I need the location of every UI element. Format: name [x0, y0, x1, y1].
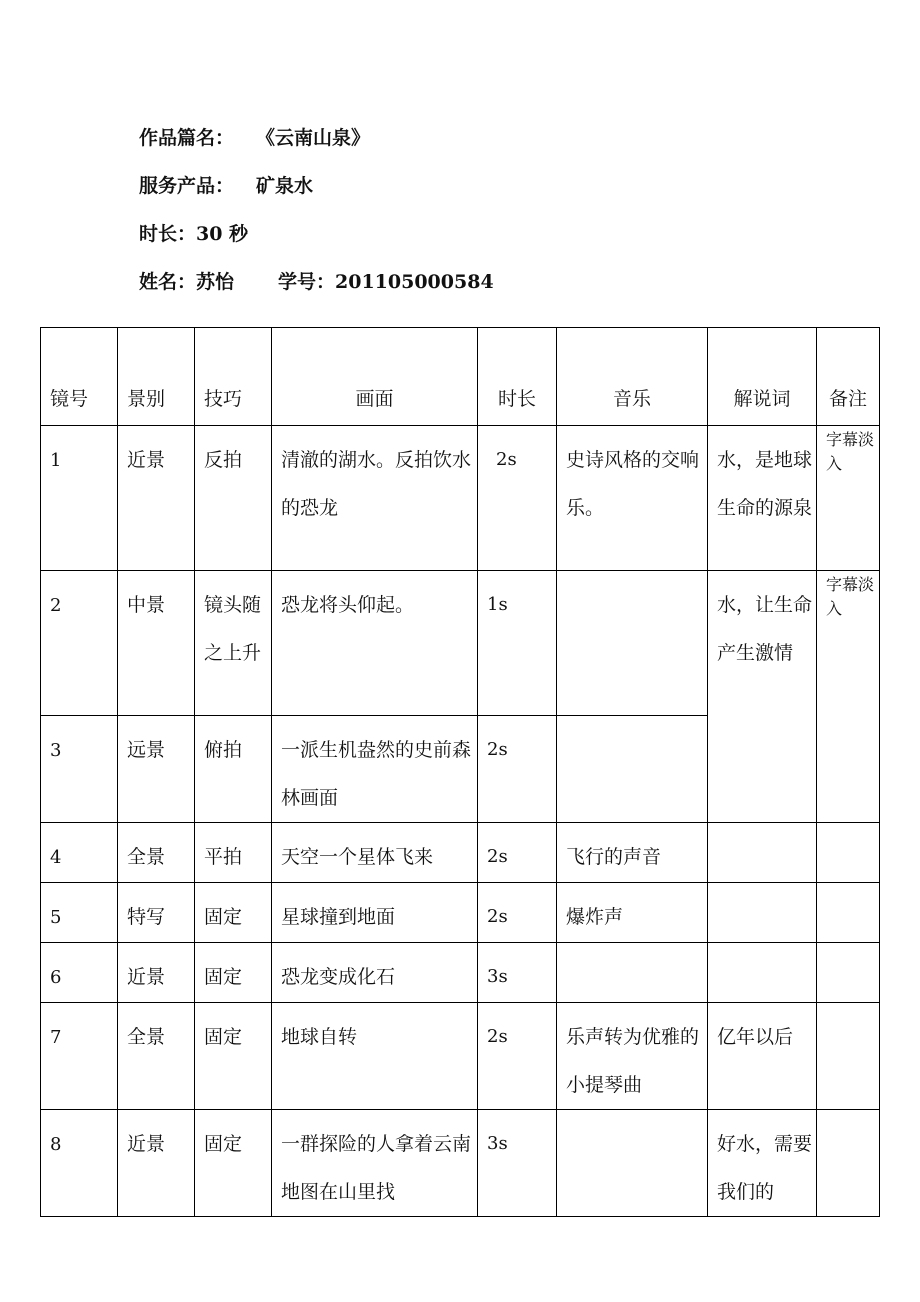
cell-shot: 远景 — [118, 716, 195, 823]
col-header-shot-no: 镜号 — [41, 328, 118, 426]
table-row — [41, 883, 880, 943]
cell-music — [557, 571, 708, 716]
cell-scene: 一群探险的人拿着云南地图在山里找 — [272, 1110, 478, 1217]
cell-duration: 2s — [478, 716, 557, 823]
cell-tech: 固定 — [195, 943, 272, 1003]
table-row — [41, 1110, 880, 1217]
cell-tech: 俯拍 — [195, 716, 272, 823]
product-line — [139, 171, 313, 198]
cell-narration: 水，让生命产生激情 — [708, 571, 817, 823]
col-header-narration: 解说词 — [708, 328, 817, 426]
col-header-shot-size: 景别 — [118, 328, 195, 426]
cell-scene: 地球自转 — [272, 1003, 478, 1110]
cell-note — [817, 943, 880, 1003]
cell-shot: 全景 — [118, 1003, 195, 1110]
cell-scene: 天空一个星体飞来 — [272, 823, 478, 883]
cell-narration — [708, 883, 817, 943]
author-name: 姓名：苏怡 — [139, 271, 235, 293]
cell-narration: 水，是地球生命的源泉 — [708, 426, 817, 571]
table-row — [41, 571, 880, 716]
cell-no: 6 — [41, 943, 118, 1003]
cell-music: 史诗风格的交响乐。 — [557, 426, 708, 571]
cell-narration — [708, 823, 817, 883]
cell-duration: 3s — [478, 943, 557, 1003]
cell-duration: 2s — [478, 426, 557, 571]
cell-no: 2 — [41, 571, 118, 716]
cell-tech: 平拍 — [195, 823, 272, 883]
product-value: 矿泉水 — [256, 175, 314, 197]
cell-shot: 全景 — [118, 823, 195, 883]
cell-note — [817, 823, 880, 883]
work-title-line — [139, 123, 370, 150]
cell-music — [557, 1110, 708, 1217]
cell-scene: 一派生机盎然的史前森林画面 — [272, 716, 478, 823]
student-id: 学号：201105000584 — [278, 271, 494, 293]
cell-note — [817, 1110, 880, 1217]
cell-tech: 固定 — [195, 883, 272, 943]
cell-no: 7 — [41, 1003, 118, 1110]
cell-no: 1 — [41, 426, 118, 571]
duration-text: 时长：30 秒 — [139, 223, 249, 245]
product-label: 服务产品： — [139, 175, 235, 197]
cell-tech: 固定 — [195, 1110, 272, 1217]
cell-duration: 2s — [478, 883, 557, 943]
cell-music — [557, 716, 708, 823]
cell-scene: 恐龙变成化石 — [272, 943, 478, 1003]
duration-line — [139, 219, 248, 246]
cell-narration: 好水，需要我们的 — [708, 1110, 817, 1217]
col-header-duration: 时长 — [478, 328, 557, 426]
cell-scene: 清澈的湖水。反拍饮水的恐龙 — [272, 426, 478, 571]
header-row — [41, 328, 880, 426]
col-header-music: 音乐 — [557, 328, 708, 426]
cell-tech: 固定 — [195, 1003, 272, 1110]
cell-shot: 特写 — [118, 883, 195, 943]
col-header-scene: 画面 — [272, 328, 478, 426]
cell-no: 3 — [41, 716, 118, 823]
cell-scene: 恐龙将头仰起。 — [272, 571, 478, 716]
cell-scene: 星球撞到地面 — [272, 883, 478, 943]
storyboard-table — [40, 327, 880, 1217]
cell-shot: 近景 — [118, 943, 195, 1003]
cell-music: 乐声转为优雅的小提琴曲 — [557, 1003, 708, 1110]
cell-duration: 3s — [478, 1110, 557, 1217]
cell-narration: 亿年以后 — [708, 1003, 817, 1110]
cell-tech: 镜头随之上升 — [195, 571, 272, 716]
cell-no: 4 — [41, 823, 118, 883]
col-header-technique: 技巧 — [195, 328, 272, 426]
cell-duration: 1s — [478, 571, 557, 716]
table-row — [41, 823, 880, 883]
cell-note: 字幕淡 入 — [817, 426, 880, 571]
table-row — [41, 943, 880, 1003]
table-row — [41, 1003, 880, 1110]
cell-narration — [708, 943, 817, 1003]
col-header-note: 备注 — [817, 328, 880, 426]
cell-tech: 反拍 — [195, 426, 272, 571]
cell-music — [557, 943, 708, 1003]
cell-shot: 近景 — [118, 1110, 195, 1217]
work-title-value: 《云南山泉》 — [256, 127, 371, 149]
cell-note — [817, 883, 880, 943]
cell-note — [817, 1003, 880, 1110]
cell-music: 爆炸声 — [557, 883, 708, 943]
cell-shot: 中景 — [118, 571, 195, 716]
cell-no: 8 — [41, 1110, 118, 1217]
cell-duration: 2s — [478, 823, 557, 883]
cell-note: 字幕淡 入 — [817, 571, 880, 823]
cell-duration: 2s — [478, 1003, 557, 1110]
cell-music: 飞行的声音 — [557, 823, 708, 883]
author-line — [139, 267, 494, 294]
table-row — [41, 426, 880, 571]
work-title-label: 作品篇名： — [139, 127, 235, 149]
cell-no: 5 — [41, 883, 118, 943]
cell-shot: 近景 — [118, 426, 195, 571]
